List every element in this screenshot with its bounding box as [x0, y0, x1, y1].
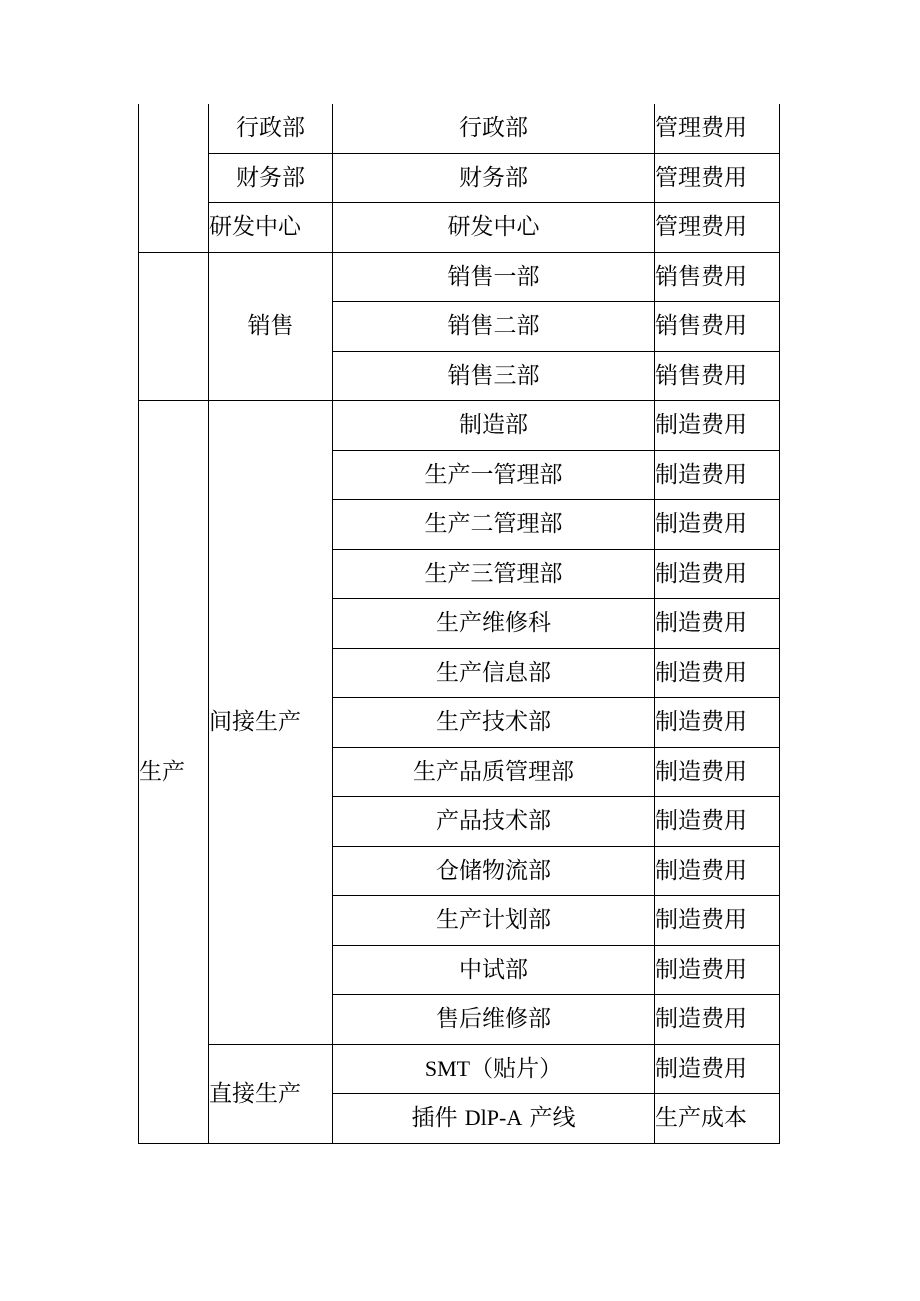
cost-type-cell: 制造费用 — [655, 500, 780, 550]
subgroup-cell-direct: 直接生产 — [209, 1044, 333, 1143]
cost-type-cell: 制造费用 — [655, 450, 780, 500]
department-note: （贴片） — [470, 1055, 563, 1082]
subgroup-cell-indirect: 间接生产 — [209, 401, 333, 1045]
cost-type-cell: 制造费用 — [655, 747, 780, 797]
table-row — [139, 203, 780, 253]
department-code: SMT — [424, 1055, 471, 1081]
department-cell: 生产品质管理部 — [333, 747, 655, 797]
department-cell: 销售三部 — [333, 351, 655, 401]
cost-type-cell: 制造费用 — [655, 846, 780, 896]
department-cell: 中试部 — [333, 945, 655, 995]
cost-type-cell: 制造费用 — [655, 648, 780, 698]
cost-type-cell: 制造费用 — [655, 945, 780, 995]
department-cell: 行政部 — [333, 104, 655, 153]
category-cell-continued — [139, 104, 209, 252]
cost-type-cell: 管理费用 — [655, 104, 780, 153]
table-row — [139, 153, 780, 203]
department-cell — [333, 1044, 655, 1094]
department-cell: 产品技术部 — [333, 797, 655, 847]
category-cell-production: 生产 — [139, 401, 209, 1144]
table-row — [139, 401, 780, 451]
cost-type-cell: 销售费用 — [655, 351, 780, 401]
subgroup-cell: 研发中心 — [209, 203, 333, 253]
department-cell: 销售一部 — [333, 252, 655, 302]
table-row — [139, 252, 780, 302]
subgroup-cell-sales: 销售 — [209, 252, 333, 401]
cost-type-cell: 制造费用 — [655, 698, 780, 748]
department-cell: 销售二部 — [333, 302, 655, 352]
department-cell: 生产一管理部 — [333, 450, 655, 500]
department-cell: 制造部 — [333, 401, 655, 451]
cost-type-cell: 制造费用 — [655, 401, 780, 451]
subgroup-cell: 财务部 — [209, 153, 333, 203]
cost-type-cell: 销售费用 — [655, 302, 780, 352]
department-cell: 生产三管理部 — [333, 549, 655, 599]
table-row — [139, 104, 780, 153]
cost-type-cell: 制造费用 — [655, 995, 780, 1045]
department-cell — [333, 1094, 655, 1144]
cost-type-cell: 生产成本 — [655, 1094, 780, 1144]
department-cell: 生产计划部 — [333, 896, 655, 946]
department-cell: 仓储物流部 — [333, 846, 655, 896]
department-cell: 售后维修部 — [333, 995, 655, 1045]
department-cell: 生产技术部 — [333, 698, 655, 748]
department-prefix: 插件 — [411, 1105, 458, 1132]
department-suffix: 产线 — [529, 1105, 576, 1132]
subgroup-cell: 行政部 — [209, 104, 333, 153]
cost-type-cell: 制造费用 — [655, 599, 780, 649]
cost-type-cell: 制造费用 — [655, 896, 780, 946]
department-cell: 生产维修科 — [333, 599, 655, 649]
cost-type-cell: 管理费用 — [655, 203, 780, 253]
department-code: DlP-A — [464, 1105, 523, 1131]
table-row — [139, 1044, 780, 1094]
department-cell: 生产二管理部 — [333, 500, 655, 550]
cost-type-cell: 制造费用 — [655, 549, 780, 599]
department-cell: 生产信息部 — [333, 648, 655, 698]
cost-type-cell: 制造费用 — [655, 1044, 780, 1094]
cost-type-cell: 管理费用 — [655, 153, 780, 203]
department-cell: 财务部 — [333, 153, 655, 203]
department-cost-table — [138, 104, 780, 1144]
cost-type-cell: 销售费用 — [655, 252, 780, 302]
cost-type-cell: 制造费用 — [655, 797, 780, 847]
department-cell: 研发中心 — [333, 203, 655, 253]
category-cell-empty — [139, 252, 209, 401]
